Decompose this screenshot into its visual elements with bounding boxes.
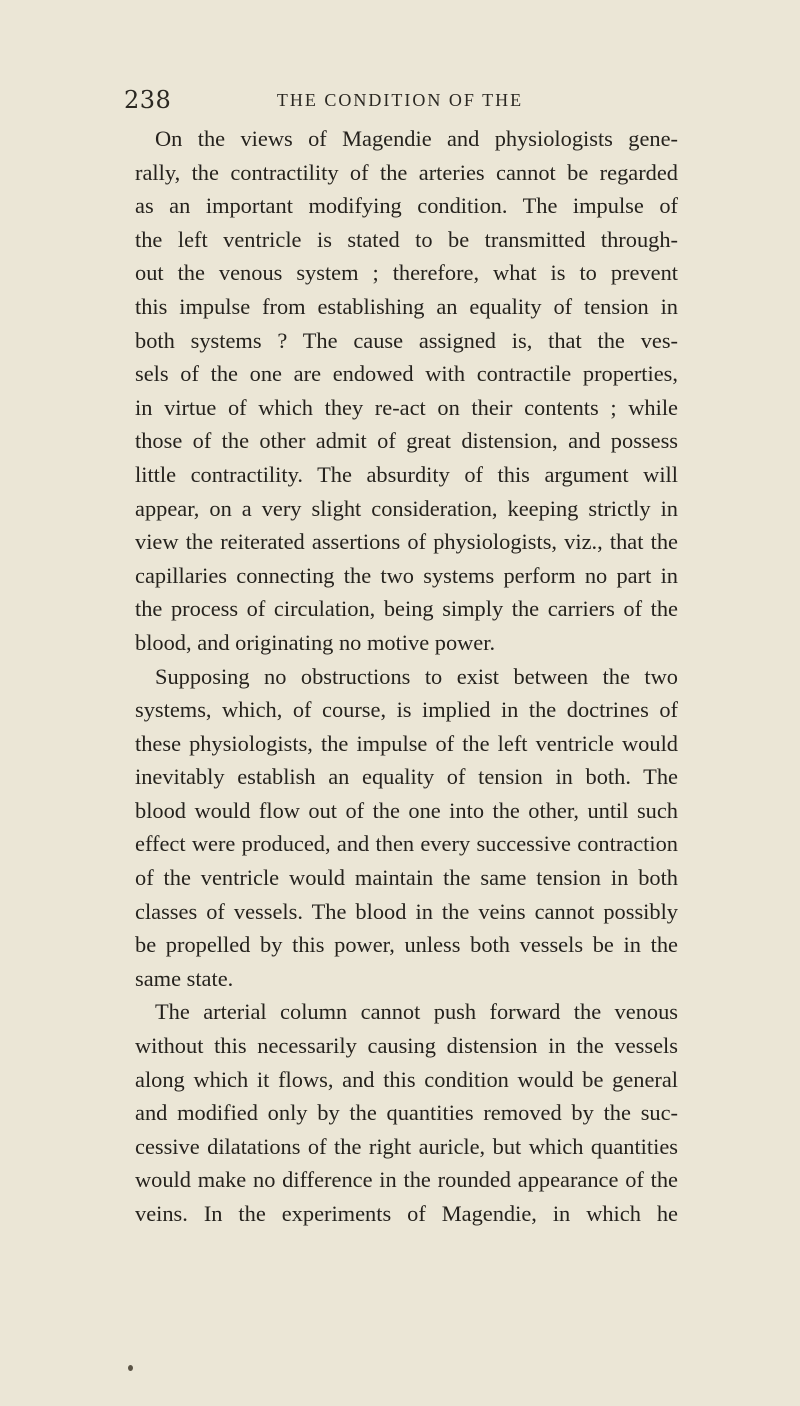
text-line: out the venous system ; therefore, what is to prevent: [135, 260, 678, 286]
text-line: without this necessarily causing distension in the vessels: [135, 1033, 678, 1059]
text-line: and modified only by the quantities removed by the suc-: [135, 1100, 678, 1126]
running-title: THE CONDITION OF THE: [276, 90, 524, 110]
text-line: inevitably establish an equality of tension in both. The: [135, 764, 678, 790]
text-line: those of the other admit of great distension, and possess: [135, 428, 678, 454]
text-line: be propelled by this power, unless both vessels be in the: [135, 932, 678, 958]
text-line: along which it flows, and this condition would be general: [135, 1066, 678, 1092]
running-head: [0, 86, 800, 116]
text-line: would make no difference in the rounded appearance of the: [135, 1167, 678, 1193]
text-line: of the ventricle would maintain the same tension in both: [135, 865, 678, 891]
text-line: the left ventricle is stated to be transmitted through-: [135, 226, 678, 252]
text-line: both systems ? The cause assigned is, that the ves-: [135, 327, 678, 353]
text-line: systems, which, of course, is implied in the doctrines of: [135, 697, 678, 723]
text-line: capillaries connecting the two systems perform no part in: [135, 562, 678, 588]
body-text: [135, 122, 678, 1231]
text-line: the process of circulation, being simply the carriers of the: [135, 596, 678, 622]
text-line: cessive dilatations of the right auricle, but which quantities: [135, 1133, 678, 1159]
text-line: classes of vessels. The blood in the veins cannot possibly: [135, 898, 678, 924]
text-line: view the reiterated assertions of physiologists, viz., that the: [135, 529, 678, 555]
text-line: these physiologists, the impulse of the left ventricle would: [135, 730, 678, 756]
text-line: same state.: [135, 965, 234, 991]
text-line: this impulse from establishing an equality of tension in: [135, 293, 678, 319]
text-line: blood would flow out of the one into the other, until such: [135, 797, 678, 823]
text-line: Supposing no obstructions to exist between the two: [155, 663, 678, 689]
text-line: in virtue of which they re-act on their contents ; while: [135, 394, 678, 420]
text-line: rally, the contractility of the arteries cannot be regarded: [135, 159, 678, 185]
text-line: appear, on a very slight consideration, keeping strictly in: [135, 495, 678, 521]
text-line: On the views of Magendie and physiologists gene-: [155, 126, 678, 151]
page-number: 238: [124, 86, 172, 114]
text-line: The arterial column cannot push forward the venous: [155, 999, 678, 1025]
text-line: little contractility. The absurdity of this argument will: [135, 461, 678, 487]
text-line: blood, and originating no motive power.: [135, 629, 496, 655]
text-line: effect were produced, and then every successive contraction: [135, 831, 678, 857]
text-line: veins. In the experiments of Magendie, in which he: [135, 1201, 678, 1226]
text-line: as an important modifying condition. The impulse of: [135, 193, 678, 219]
paper-speck: [128, 1365, 133, 1371]
text-line: sels of the one are endowed with contractile properties,: [135, 361, 678, 387]
